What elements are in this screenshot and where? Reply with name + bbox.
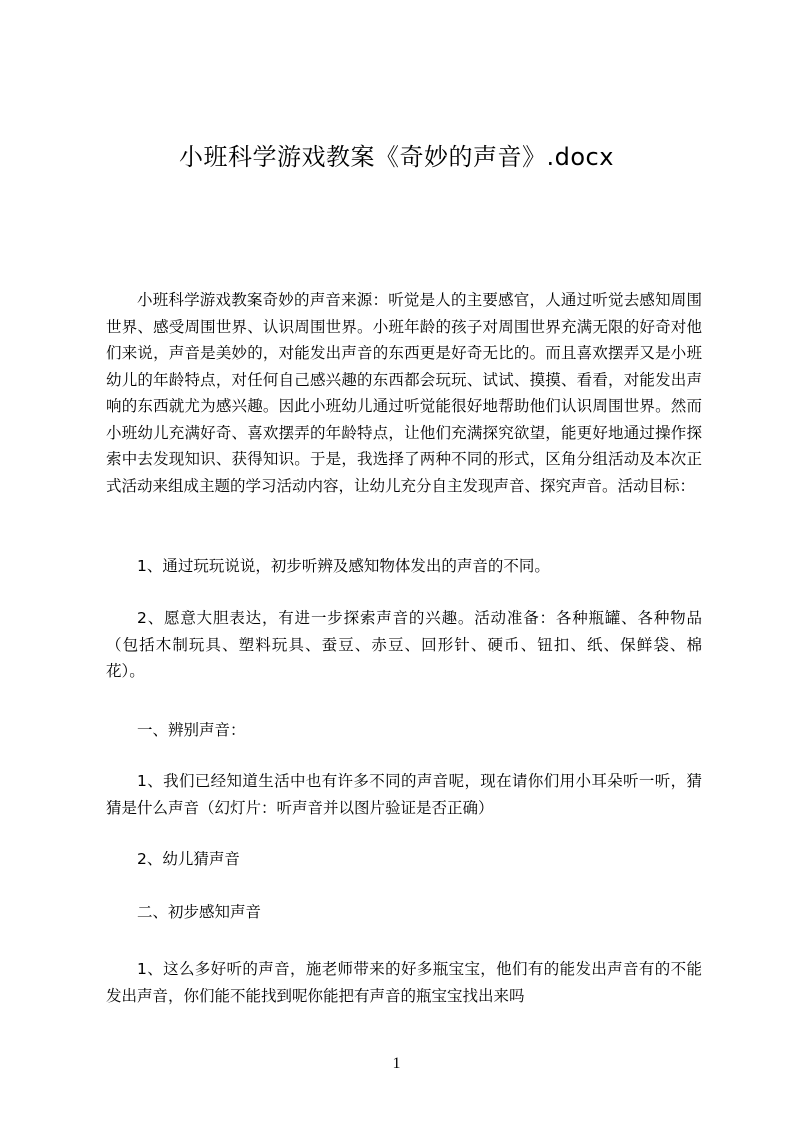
paragraph-intro: 小班科学游戏教案奇妙的声音来源：听觉是人的主要感官，人通过听觉去感知周围世界、感受周围世界、认识周围世界。小班年龄的孩子对周围世界充满无限的好奇对他们来说，声音是美妙的，对能发出声音的东西更是好奇无比的。而且喜欢摆弄又是小班幼儿的年龄特点，对任何自己感兴趣的东西都会玩玩、试试、摸摸、看看，对能发出声响的东西就尤为感兴趣。因此小班幼儿通过听觉能很好地帮助他们认识周围世界。然而小班幼儿充满好奇、喜欢摆弄的年龄特点，让他们充满探究欲望，能更好地通过操作探索中去发现知识、获得知识。于是，我选择了两种不同的形式，区角分组活动及本次正式活动来组成主题的学习活动内容，让幼儿充分自主发现声音、探究声音。活动目标： bbox=[106, 291, 702, 495]
document-title: 小班科学游戏教案《奇妙的声音》.docx bbox=[179, 143, 614, 171]
paragraph-goal-1: 1、通过玩玩说说，初步听辨及感知物体发出的声音的不同。 bbox=[137, 557, 550, 575]
section-heading-2: 二、初步感知声音 bbox=[137, 903, 262, 921]
paragraph-step-1-1: 1、我们已经知道生活中也有许多不同的声音呢，现在请你们用小耳朵听一听，猜猜是什么声音（幻灯片：听声音并以图片验证是否正确） bbox=[106, 772, 702, 817]
paragraph-step-1-2: 2、幼儿猜声音 bbox=[137, 850, 240, 868]
page-number: 1 bbox=[392, 1055, 401, 1072]
section-heading-1: 一、辨别声音： bbox=[137, 721, 246, 739]
paragraph-goal-2: 2、愿意大胆表达，有进一步探索声音的兴趣。活动准备：各种瓶罐、各种物品（包括木制玩具、塑料玩具、蚕豆、赤豆、回形针、硬币、钮扣、纸、保鲜袋、棉花）。 bbox=[106, 609, 702, 680]
paragraph-step-2-1: 1、这么多好听的声音，施老师带来的好多瓶宝宝，他们有的能发出声音有的不能发出声音，你们能不能找到呢你能把有声音的瓶宝宝找出来吗 bbox=[106, 960, 702, 1005]
